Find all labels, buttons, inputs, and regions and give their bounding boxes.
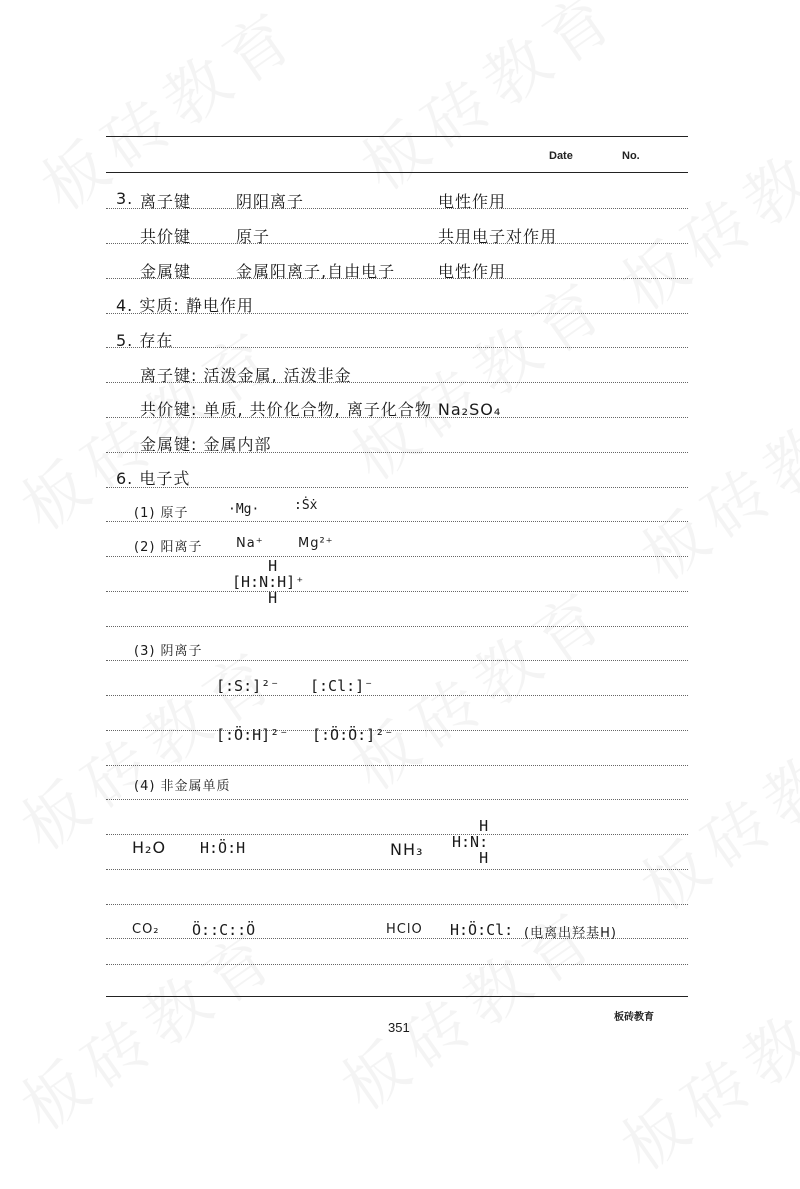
lewis-mg-atom: ·Mg· xyxy=(228,502,260,517)
watermark xyxy=(620,353,800,598)
ruled-line xyxy=(106,487,688,488)
ruled-line xyxy=(106,347,688,348)
lewis-peroxide: [:Ö:Ö:]²⁻ xyxy=(312,726,394,744)
note-covalent-existence: 共价键: 单质, 共价化合物, 离子化合物 Na₂SO₄ xyxy=(140,400,502,419)
ruled-line xyxy=(106,626,688,627)
note-essence: 4. 实质: 静电作用 xyxy=(116,296,254,315)
header-rule xyxy=(106,172,688,173)
watermark xyxy=(330,563,625,808)
note-ionic-bond: 离子键 xyxy=(140,192,192,211)
label-h2o: H₂O xyxy=(132,838,167,857)
note-covalent-force: 共用电子对作用 xyxy=(438,227,558,246)
ruled-line xyxy=(106,730,688,731)
note-hclo-ionization: (电离出羟基H) xyxy=(524,926,617,941)
ruled-line xyxy=(106,904,688,905)
ruled-line xyxy=(106,834,688,835)
note-covalent-particles: 原子 xyxy=(236,227,271,246)
watermark xyxy=(600,83,800,328)
note-anion-label: (3) 阴离子 xyxy=(134,644,203,659)
watermark xyxy=(620,683,800,928)
note-3-number: 3. xyxy=(116,189,134,208)
brand-label: 板砖教育 xyxy=(614,1012,654,1023)
label-hclo: HClO xyxy=(386,922,423,937)
ruled-line xyxy=(106,869,688,870)
note-ionic-force: 电性作用 xyxy=(438,192,507,211)
note-electron-formula: 6. 电子式 xyxy=(116,469,191,488)
ruled-line xyxy=(106,521,688,522)
lewis-water: H:Ö:H xyxy=(200,839,246,857)
lewis-ammonium: H [H:N:H]⁺ H xyxy=(232,557,305,607)
note-nonmetal-label: (4) 非金属单质 xyxy=(134,779,231,794)
watermark xyxy=(0,903,295,1148)
ruled-line xyxy=(106,556,688,557)
cation-mg: Mg²⁺ xyxy=(298,536,334,551)
ruled-line xyxy=(106,660,688,661)
ruled-line xyxy=(106,695,688,696)
top-rule xyxy=(106,136,688,137)
cation-na: Na⁺ xyxy=(236,536,264,551)
note-atom-label: (1) 原子 xyxy=(134,506,189,521)
bottom-rule xyxy=(106,996,688,997)
note-metallic-bond: 金属键 xyxy=(140,262,192,281)
lewis-ammonia: H H:N: H xyxy=(452,817,489,867)
note-metallic-existence: 金属键: 金属内部 xyxy=(140,435,272,454)
lewis-chloride: [:Cl:]⁻ xyxy=(310,677,374,695)
ruled-line xyxy=(106,208,688,209)
ruled-line xyxy=(106,243,688,244)
watermark xyxy=(330,253,625,498)
watermark xyxy=(600,943,800,1188)
lewis-hydroxide: [:Ö:H]²⁻ xyxy=(216,726,289,744)
ruled-line xyxy=(106,591,688,592)
label-co2: CO₂ xyxy=(132,922,160,937)
ruled-line xyxy=(106,765,688,766)
note-ionic-existence: 离子键: 活泼金属, 活泼非金 xyxy=(140,366,352,385)
label-nh3: NH₃ xyxy=(390,840,424,859)
ruled-line xyxy=(106,278,688,279)
note-metallic-force: 电性作用 xyxy=(438,262,507,281)
note-metallic-particles: 金属阳离子,自由电子 xyxy=(236,262,396,281)
lewis-s-atom: :Ṡẋ xyxy=(294,498,318,513)
note-existence: 5. 存在 xyxy=(116,331,174,350)
lewis-carbon-dioxide: Ö::C::Ö xyxy=(192,921,256,939)
note-covalent-bond: 共价键 xyxy=(140,227,192,246)
date-label: Date xyxy=(549,150,573,162)
note-ionic-particles: 阴阳离子 xyxy=(236,192,305,211)
ruled-line xyxy=(106,964,688,965)
ruled-line xyxy=(106,799,688,800)
watermark xyxy=(340,0,635,209)
lewis-sulfide: [:S:]²⁻ xyxy=(216,677,280,695)
note-cation-label: (2) 阳离子 xyxy=(134,540,203,555)
lewis-hypochlorous-acid: H:Ö:Cl: xyxy=(450,921,514,939)
page-number: 351 xyxy=(388,1020,410,1035)
number-label: No. xyxy=(622,150,640,162)
